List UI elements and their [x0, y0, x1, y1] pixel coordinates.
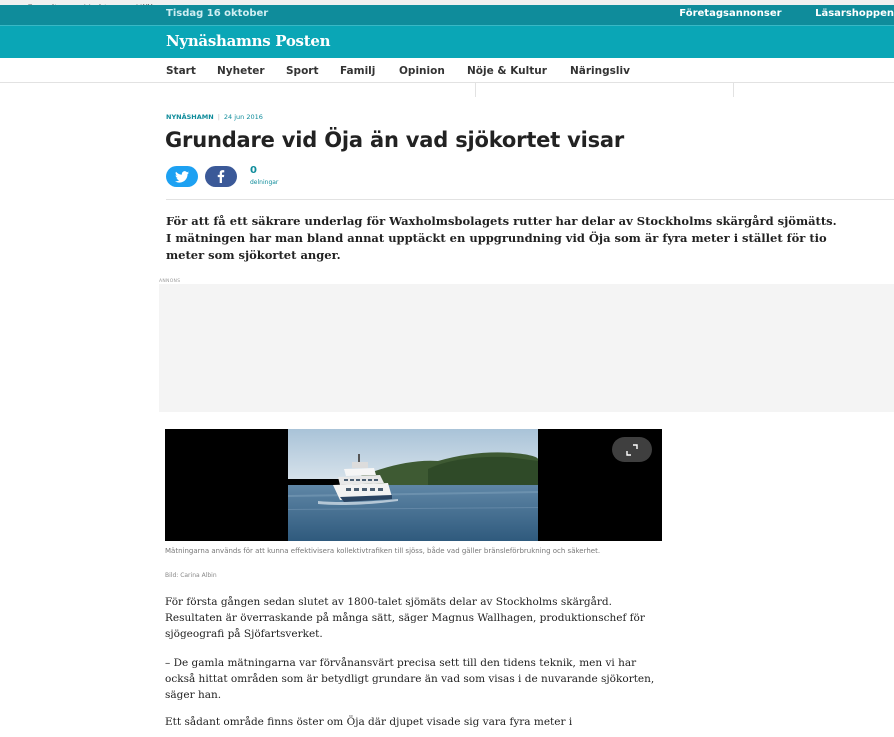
article-date: 24 jun 2016 — [223, 113, 263, 121]
nav-item-sport[interactable]: Sport — [286, 65, 319, 77]
article-paragraph: – De gamla mätningarna var förvånansvärt precisa sett till den tidens teknik, men vi har också hittat områden som är betydligt grundare än vad som visas i de nuvarande sjökorten, säger han. — [165, 657, 655, 701]
main-nav — [0, 58, 894, 83]
facebook-icon — [217, 170, 225, 183]
share-count-label: delningar — [250, 179, 279, 186]
article-paragraph: För första gången sedan slutet av 1800-talet sjömäts delar av Stockholms skärgård. Resultaten är överraskande på många sätt, säger Magnus Wallhagen, produktionschef för sjögeografi på Sjöfartsverket. — [165, 596, 645, 640]
ferry-photo — [288, 429, 538, 541]
article-kicker — [166, 113, 263, 121]
twitter-icon — [175, 171, 189, 183]
article-paragraph: Ett sådant område finns öster om Öja där djupet visade sig vara fyra meter i — [165, 716, 573, 728]
nav-divider — [733, 83, 734, 97]
link-foretagsannonser[interactable]: Företagsannonser — [679, 8, 782, 19]
article-headline: Grundare vid Öja än vad sjökortet visar — [165, 128, 625, 152]
facebook-share-button[interactable] — [205, 166, 237, 187]
ad-label: ANNONS — [159, 279, 181, 284]
nav-item-nyheter[interactable]: Nyheter — [217, 65, 265, 77]
nav-item-start[interactable]: Start — [166, 65, 196, 77]
image-caption: Mätningarna används för att kunna effektivisera kollektivtrafiken till sjöss, både vad gäller bränsleförbrukning och säkerhet. — [165, 547, 601, 555]
expand-icon — [626, 444, 638, 456]
nav-item-noje-kultur[interactable]: Nöje & Kultur — [467, 65, 547, 77]
twitter-share-button[interactable] — [166, 166, 198, 187]
expand-image-button[interactable] — [612, 437, 652, 462]
site-logo[interactable]: Nynäshamns Posten — [166, 32, 331, 50]
article-lead: För att få ett säkrare underlag för Waxholmsbolagets rutter har delar av Stockholms skärgård sjömätts. I mätningen har man bland annat upptäckt en uppgrundning vid Öja som är fyra meter i stället för tio meter som sjökortet anger. — [166, 214, 837, 262]
nav-item-opinion[interactable]: Opinion — [399, 65, 445, 77]
header-divider — [166, 199, 894, 200]
nav-item-naringsliv[interactable]: Näringsliv — [570, 65, 630, 77]
ad-slot — [159, 284, 894, 412]
top-links — [649, 8, 894, 19]
image-credit: Bild: Carina Albin — [165, 572, 217, 579]
nav-item-familj[interactable]: Familj — [340, 65, 376, 77]
link-lasarshoppen[interactable]: Läsarshoppen — [815, 8, 894, 19]
nav-divider — [475, 83, 476, 97]
logo-bar — [0, 25, 894, 58]
article-image[interactable] — [165, 429, 662, 541]
kicker-separator: | — [217, 113, 220, 121]
share-count: 0 — [250, 165, 257, 176]
current-date: Tisdag 16 oktober — [166, 8, 269, 19]
article-section[interactable]: NYNÄSHAMN — [166, 113, 214, 121]
top-bar — [0, 5, 894, 25]
